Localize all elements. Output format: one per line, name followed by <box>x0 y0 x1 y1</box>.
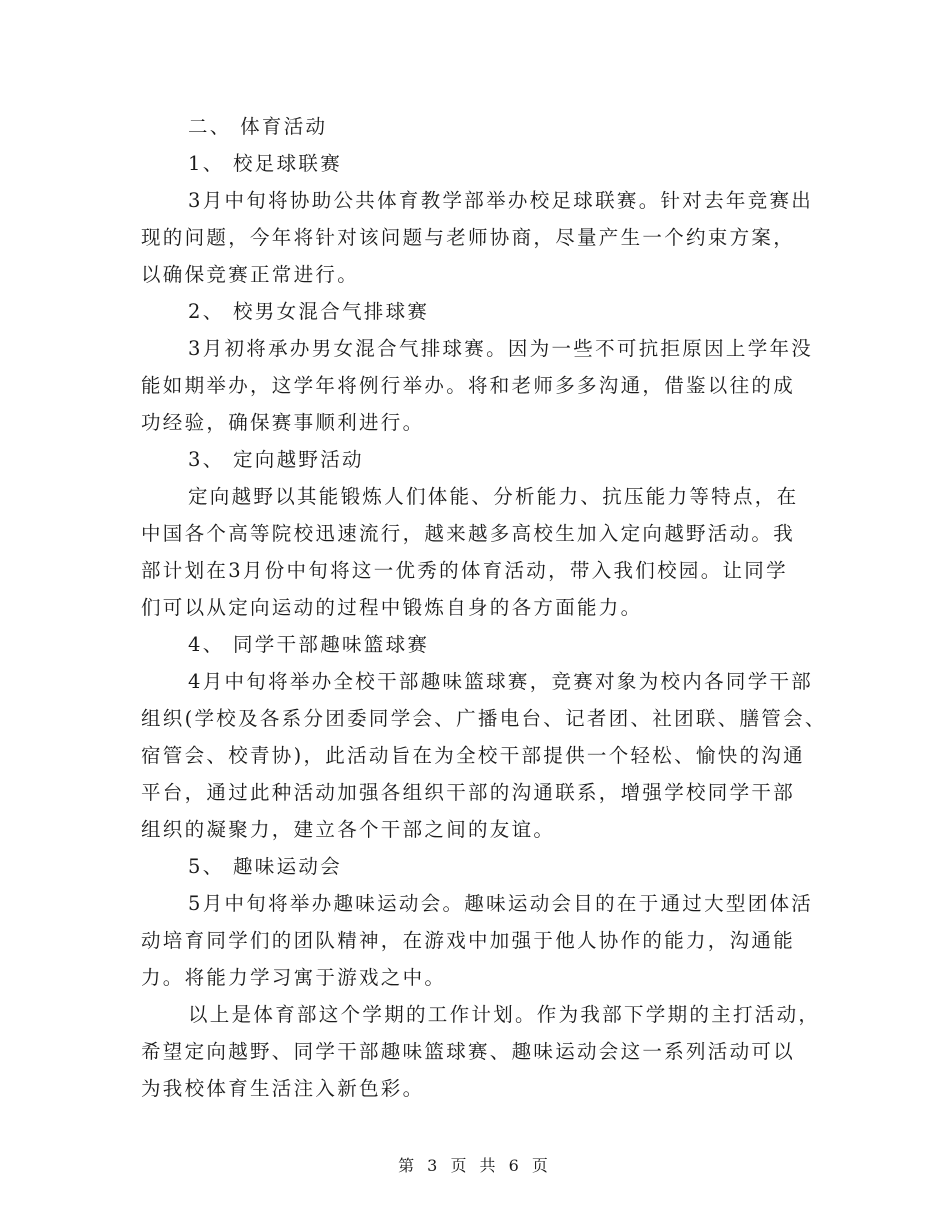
paragraph-line: 为我校体育生活注入新色彩。 <box>141 1077 425 1100</box>
subsection-heading: 2、 校男女混合气排球赛 <box>188 300 430 323</box>
paragraph-line: 4月中旬将举办全校干部趣味篮球赛，竞赛对象为校内各同学干部 <box>188 670 814 693</box>
paragraph-line: 定向越野以其能锻炼人们体能、分析能力、抗压能力等特点，在 <box>188 485 799 508</box>
paragraph-line: 组织(学校及各系分团委同学会、广播电台、记者团、社团联、膳管会、 <box>141 707 827 730</box>
paragraph-line: 现的问题，今年将针对该问题与老师协商，尽量产生一个约束方案， <box>141 226 796 249</box>
subsection-heading: 3、 定向越野活动 <box>188 448 364 471</box>
paragraph-line: 以上是体育部这个学期的工作计划。作为我部下学期的主打活动， <box>188 1003 821 1026</box>
paragraph-line: 5月中旬将举办趣味运动会。趣味运动会目的在于通过大型团体活 <box>188 892 814 915</box>
subsection-heading: 1、 校足球联赛 <box>188 152 343 175</box>
paragraph-line: 3月中旬将协助公共体育教学部举办校足球联赛。针对去年竞赛出 <box>188 189 814 212</box>
paragraph-line: 部计划在3月份中旬将这一优秀的体育活动，带入我们校园。让同学 <box>141 559 788 582</box>
document-body <box>141 108 827 1107</box>
paragraph-line: 希望定向越野、同学干部趣味篮球赛、趣味运动会这一系列活动可以 <box>141 1040 796 1063</box>
paragraph-line: 3月初将承办男女混合气排球赛。因为一些不可抗拒原因上学年没 <box>188 337 814 360</box>
section-heading: 二、 体育活动 <box>188 115 328 138</box>
paragraph-line: 力。将能力学习寓于游戏之中。 <box>141 966 447 989</box>
subsection-heading: 4、 同学干部趣味篮球赛 <box>188 633 430 656</box>
paragraph-line: 动培育同学们的团队精神，在游戏中加强于他人协作的能力，沟通能 <box>141 929 796 952</box>
page-number-footer: 第 3 页 共 6 页 <box>398 1156 552 1175</box>
paragraph-line: 中国各个高等院校迅速流行，越来越多高校生加入定向越野活动。我 <box>141 522 796 545</box>
paragraph-line: 平台，通过此种活动加强各组织干部的沟通联系，增强学校同学干部 <box>141 781 796 804</box>
paragraph-line: 以确保竞赛正常进行。 <box>141 263 360 286</box>
paragraph-line: 们可以从定向运动的过程中锻炼自身的各方面能力。 <box>141 596 643 619</box>
paragraph-line: 功经验，确保赛事顺利进行。 <box>141 411 425 434</box>
subsection-heading: 5、 趣味运动会 <box>188 855 343 878</box>
paragraph-line: 组织的凝聚力，建立各个干部之间的友谊。 <box>141 818 556 841</box>
paragraph-line: 能如期举办，这学年将例行举办。将和老师多多沟通，借鉴以往的成 <box>141 374 796 397</box>
paragraph-line: 宿管会、校青协)，此活动旨在为全校干部提供一个轻松、愉快的沟通 <box>141 744 805 767</box>
